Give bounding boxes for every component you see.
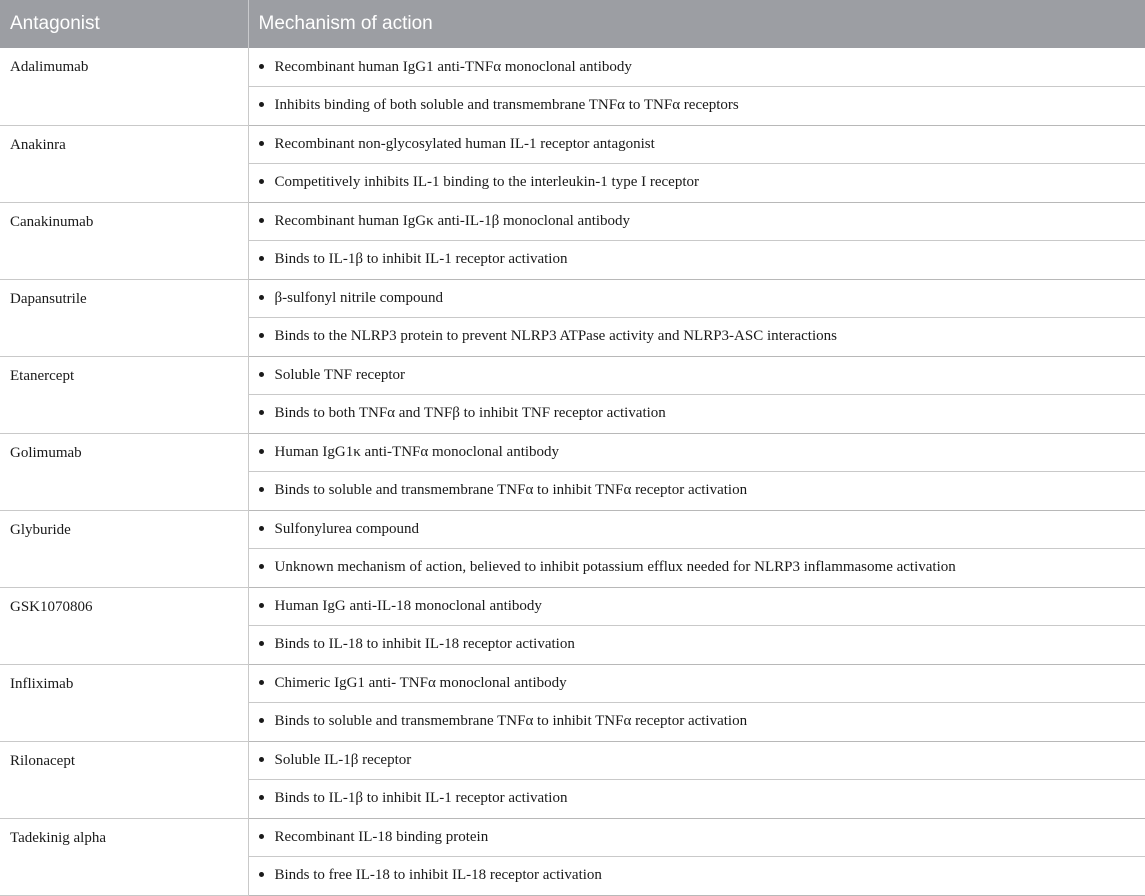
table-row: [0, 664, 1145, 703]
mechanism-text: Human IgG anti-IL-18 monoclonal antibody: [274, 597, 542, 614]
antagonist-cell: Tadekinig alpha: [0, 818, 248, 895]
bullet-icon: [259, 641, 264, 646]
mechanism-text: Recombinant IL-18 binding protein: [274, 828, 489, 845]
table-header: [0, 0, 1145, 48]
header-mechanism: Mechanism of action: [248, 0, 1145, 48]
mechanism-cell: [248, 780, 1145, 819]
bullet-icon: [259, 256, 264, 261]
table-row: [0, 202, 1145, 241]
bullet-icon: [259, 564, 264, 569]
mechanism-text: Binds to free IL-18 to inhibit IL-18 receptor activation: [274, 867, 602, 884]
mechanism-text: Competitively inhibits IL-1 binding to the interleukin-1 type I receptor: [274, 174, 699, 191]
antagonist-cell: Glyburide: [0, 510, 248, 587]
mechanism-text: Soluble TNF receptor: [274, 366, 406, 383]
bullet-icon: [259, 449, 264, 454]
mechanism-cell: [248, 549, 1145, 588]
mechanism-text: Binds to both TNFα and TNFβ to inhibit TNF receptor activation: [274, 405, 666, 422]
table-body: [0, 48, 1145, 895]
mechanism-text: Unknown mechanism of action, believed to inhibit potassium efflux needed for NLRP3 inflammasome activation: [274, 559, 956, 576]
bullet-icon: [259, 603, 264, 608]
mechanism-cell: [248, 587, 1145, 626]
mechanism-cell: [248, 741, 1145, 780]
mechanism-text: Recombinant human IgG1 anti-TNFα monoclonal antibody: [274, 58, 632, 75]
bullet-icon: [259, 795, 264, 800]
mechanism-cell: [248, 703, 1145, 742]
mechanism-cell: [248, 626, 1145, 665]
table-row: [0, 741, 1145, 780]
table-row: [0, 510, 1145, 549]
table-row: [0, 48, 1145, 87]
antagonist-cell: Infliximab: [0, 664, 248, 741]
table-row: [0, 818, 1145, 857]
antagonist-cell: Adalimumab: [0, 48, 248, 125]
antagonist-cell: Rilonacept: [0, 741, 248, 818]
antagonist-cell: Anakinra: [0, 125, 248, 202]
bullet-icon: [259, 372, 264, 377]
mechanism-text: Binds to the NLRP3 protein to prevent NLRP3 ATPase activity and NLRP3-ASC interactions: [274, 328, 837, 345]
table-row: [0, 587, 1145, 626]
bullet-icon: [259, 64, 264, 69]
mechanism-cell: [248, 164, 1145, 203]
bullet-icon: [259, 102, 264, 107]
mechanism-text: β-sulfonyl nitrile compound: [274, 289, 443, 306]
mechanism-text: Binds to soluble and transmembrane TNFα to inhibit TNFα receptor activation: [274, 713, 748, 730]
mechanism-cell: [248, 241, 1145, 280]
mechanism-cell: [248, 818, 1145, 857]
mechanism-cell: [248, 87, 1145, 126]
mechanism-text: Soluble IL-1β receptor: [274, 751, 412, 768]
mechanism-text: Human IgG1κ anti-TNFα monoclonal antibody: [274, 443, 560, 460]
mechanism-text: Binds to IL-18 to inhibit IL-18 receptor activation: [274, 636, 575, 653]
mechanism-cell: [248, 472, 1145, 511]
table-row: [0, 433, 1145, 472]
bullet-icon: [259, 718, 264, 723]
bullet-icon: [259, 141, 264, 146]
antagonist-cell: Dapansutrile: [0, 279, 248, 356]
mechanism-cell: [248, 125, 1145, 164]
bullet-icon: [259, 410, 264, 415]
mechanism-text: Binds to IL-1β to inhibit IL-1 receptor activation: [274, 790, 568, 807]
antagonist-cell: Golimumab: [0, 433, 248, 510]
bullet-icon: [259, 757, 264, 762]
antagonist-cell: GSK1070806: [0, 587, 248, 664]
mechanism-text: Sulfonylurea compound: [274, 520, 420, 537]
mechanism-cell: [248, 664, 1145, 703]
mechanism-cell: [248, 510, 1145, 549]
bullet-icon: [259, 487, 264, 492]
mechanism-text: Chimeric IgG1 anti- TNFα monoclonal antibody: [274, 674, 567, 691]
header-antagonist: Antagonist: [0, 0, 248, 48]
mechanism-cell: [248, 279, 1145, 318]
mechanism-cell: [248, 356, 1145, 395]
bullet-icon: [259, 872, 264, 877]
bullet-icon: [259, 834, 264, 839]
mechanism-text: Recombinant human IgGκ anti-IL-1β monoclonal antibody: [274, 212, 631, 229]
mechanism-cell: [248, 395, 1145, 434]
mechanism-cell: [248, 318, 1145, 357]
mechanism-cell: [248, 202, 1145, 241]
mechanism-text: Binds to soluble and transmembrane TNFα to inhibit TNFα receptor activation: [274, 482, 748, 499]
bullet-icon: [259, 295, 264, 300]
mechanism-cell: [248, 48, 1145, 87]
bullet-icon: [259, 218, 264, 223]
mechanism-text: Inhibits binding of both soluble and transmembrane TNFα to TNFα receptors: [274, 97, 739, 114]
mechanism-cell: [248, 857, 1145, 896]
bullet-icon: [259, 526, 264, 531]
antagonist-cell: Canakinumab: [0, 202, 248, 279]
bullet-icon: [259, 680, 264, 685]
mechanism-text: Binds to IL-1β to inhibit IL-1 receptor activation: [274, 251, 568, 268]
table-row: [0, 356, 1145, 395]
table-row: [0, 279, 1145, 318]
mechanism-text: Recombinant non-glycosylated human IL-1 receptor antagonist: [274, 135, 655, 152]
header-row: [0, 0, 1145, 48]
antagonist-cell: Etanercept: [0, 356, 248, 433]
mechanism-cell: [248, 433, 1145, 472]
bullet-icon: [259, 179, 264, 184]
bullet-icon: [259, 333, 264, 338]
table-row: [0, 125, 1145, 164]
